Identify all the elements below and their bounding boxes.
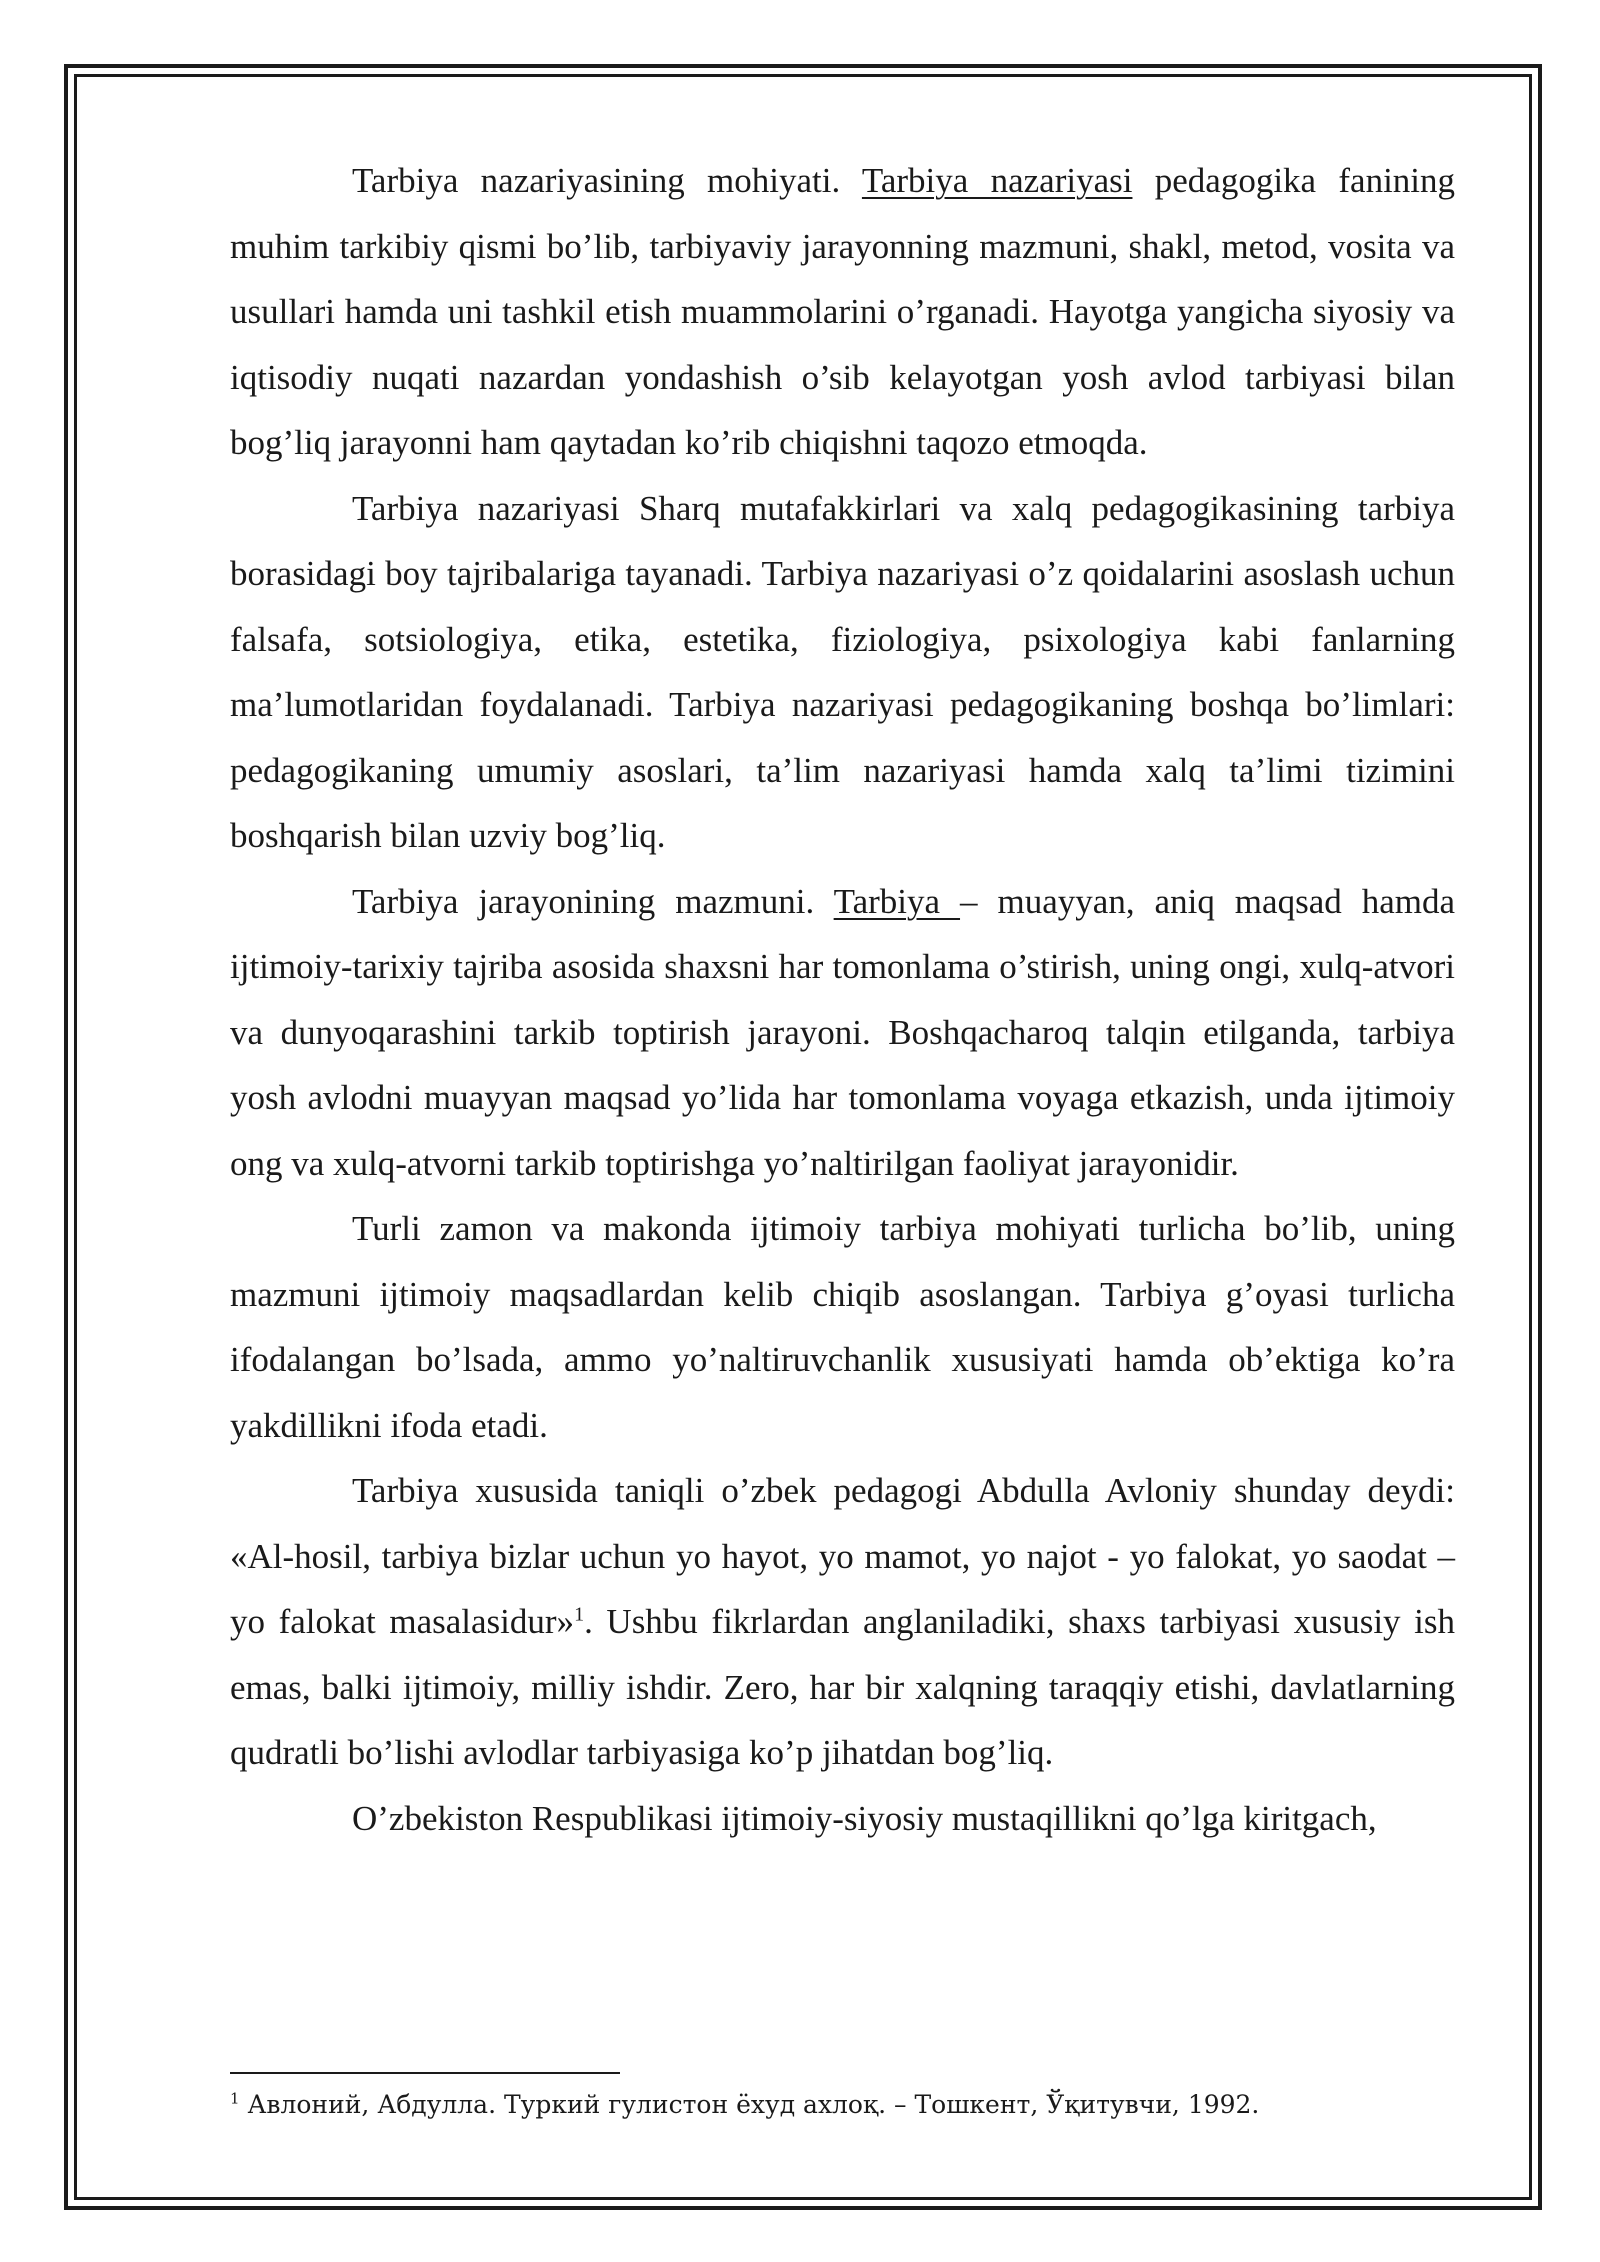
section-heading: Tarbiya jarayonining mazmuni. [352,881,815,921]
term-underlined: Tarbiya [833,881,961,921]
paragraph-text: Tarbiya nazariyasi Sharq mutafakkirlari va xalq pedagogikasining tarbiya borasidagi boy tajribalariga tayanadi. Tarbiya nazariyasi o’z qoidalarini asoslash uchun falsafa, sotsiologiya, etika, estetika, fiziologiya, psixologiya kabi fanlarning ma’lumotlaridan foydalanadi. Tarbiya nazariyasi pedagogikaning boshqa bo’limlari: pedagogikaning umumiy asoslari, ta’lim nazariyasi hamda xalq ta’limi tizimini boshqarish bilan uzviy bog’liq. [230,488,1455,855]
footnote-separator [230,2072,620,2074]
paragraph-text: . Ushbu fikrlardan anglaniladiki, shaxs tarbiyasi xususiy ish emas, balki ijtimoiy, milliy ishdir. Zero, har bir xalqning taraqqiy etishi, davlatlarning qudratli bo’lishi avlodlar tarbiyasiga ko’p jihatdan bog’liq. [230,1602,1455,1772]
paragraph-3 [230,869,1455,1197]
paragraph-6 [230,1786,1455,1852]
paragraph-4 [230,1196,1455,1458]
paragraph-text: Tarbiya xususida taniqli o’zbek pedagogi Abdulla Avloniy shunday deydi: «Al-hosil, tarbiya bizlar uchun yo hayot, yo mamot, yo najot - yo falokat, yo saodat – yo falokat masalasidur» [230,1471,1455,1641]
section-heading: Tarbiya nazariyasining mohiyati. [352,161,841,200]
paragraph-text: – muayyan, aniq maqsad hamda ijtimoiy-tarixiy tajriba asosida shaxsni har tomonlama o’stirish, uning ongi, xulq-atvori va dunyoqarashini tarkib toptirish jarayoni. Boshqacharoq talqin etilganda, tarbiya yosh avlodni muayyan maqsad yo’lida har tomonlama voyaga etkazish, unda ijtimoiy ong va xulq-atvorni tarkib toptirishga yo’naltirilgan faoliyat jarayonidir. [230,881,1456,1183]
paragraph-2 [230,476,1455,869]
footnote-number: 1 [230,2089,240,2108]
paragraph-text: pedagogika fanining muhim tarkibiy qismi bo’lib, tarbiyaviy jarayonning mazmuni, shakl, metod, vosita va usullari hamda uni tashkil etish muammolarini o’rganadi. Hayotga yangicha siyosiy va iqtisodiy nuqati nazardan yondashish o’sib kelayotgan yosh avlod tarbiyasi bilan bog’liq jarayonni ham qaytadan ko’rib chiqishni taqozo etmoqda. [230,161,1456,462]
term-underlined: Tarbiya nazariyasi [861,161,1133,200]
paragraph-text: Turli zamon va makonda ijtimoiy tarbiya mohiyati turlicha bo’lib, uning mazmuni ijtimoiy maqsadlardan kelib chiqib asoslangan. Tarbiya g’oyasi turlicha ifodalangan bo’lsada, ammo yo’naltiruvchanlik xususiyati hamda ob’ektiga ko’ra yakdillikni ifoda etadi. [230,1209,1455,1445]
paragraph-5 [230,1458,1455,1786]
paragraph-text: O’zbekiston Respublikasi ijtimoiy-siyosiy mustaqillikni qo’lga kiritgach, [352,1798,1377,1838]
footnote-reference[interactable]: 1 [574,1603,585,1626]
paragraph-1 [230,148,1455,476]
footnote [230,2088,1455,2122]
footnote-text: Авлоний, Абдулла. Туркий гулистон ёхуд ахлоқ. – Тошкент, Ўқитувчи, 1992. [239,2090,1260,2119]
document-body [230,148,1455,1851]
